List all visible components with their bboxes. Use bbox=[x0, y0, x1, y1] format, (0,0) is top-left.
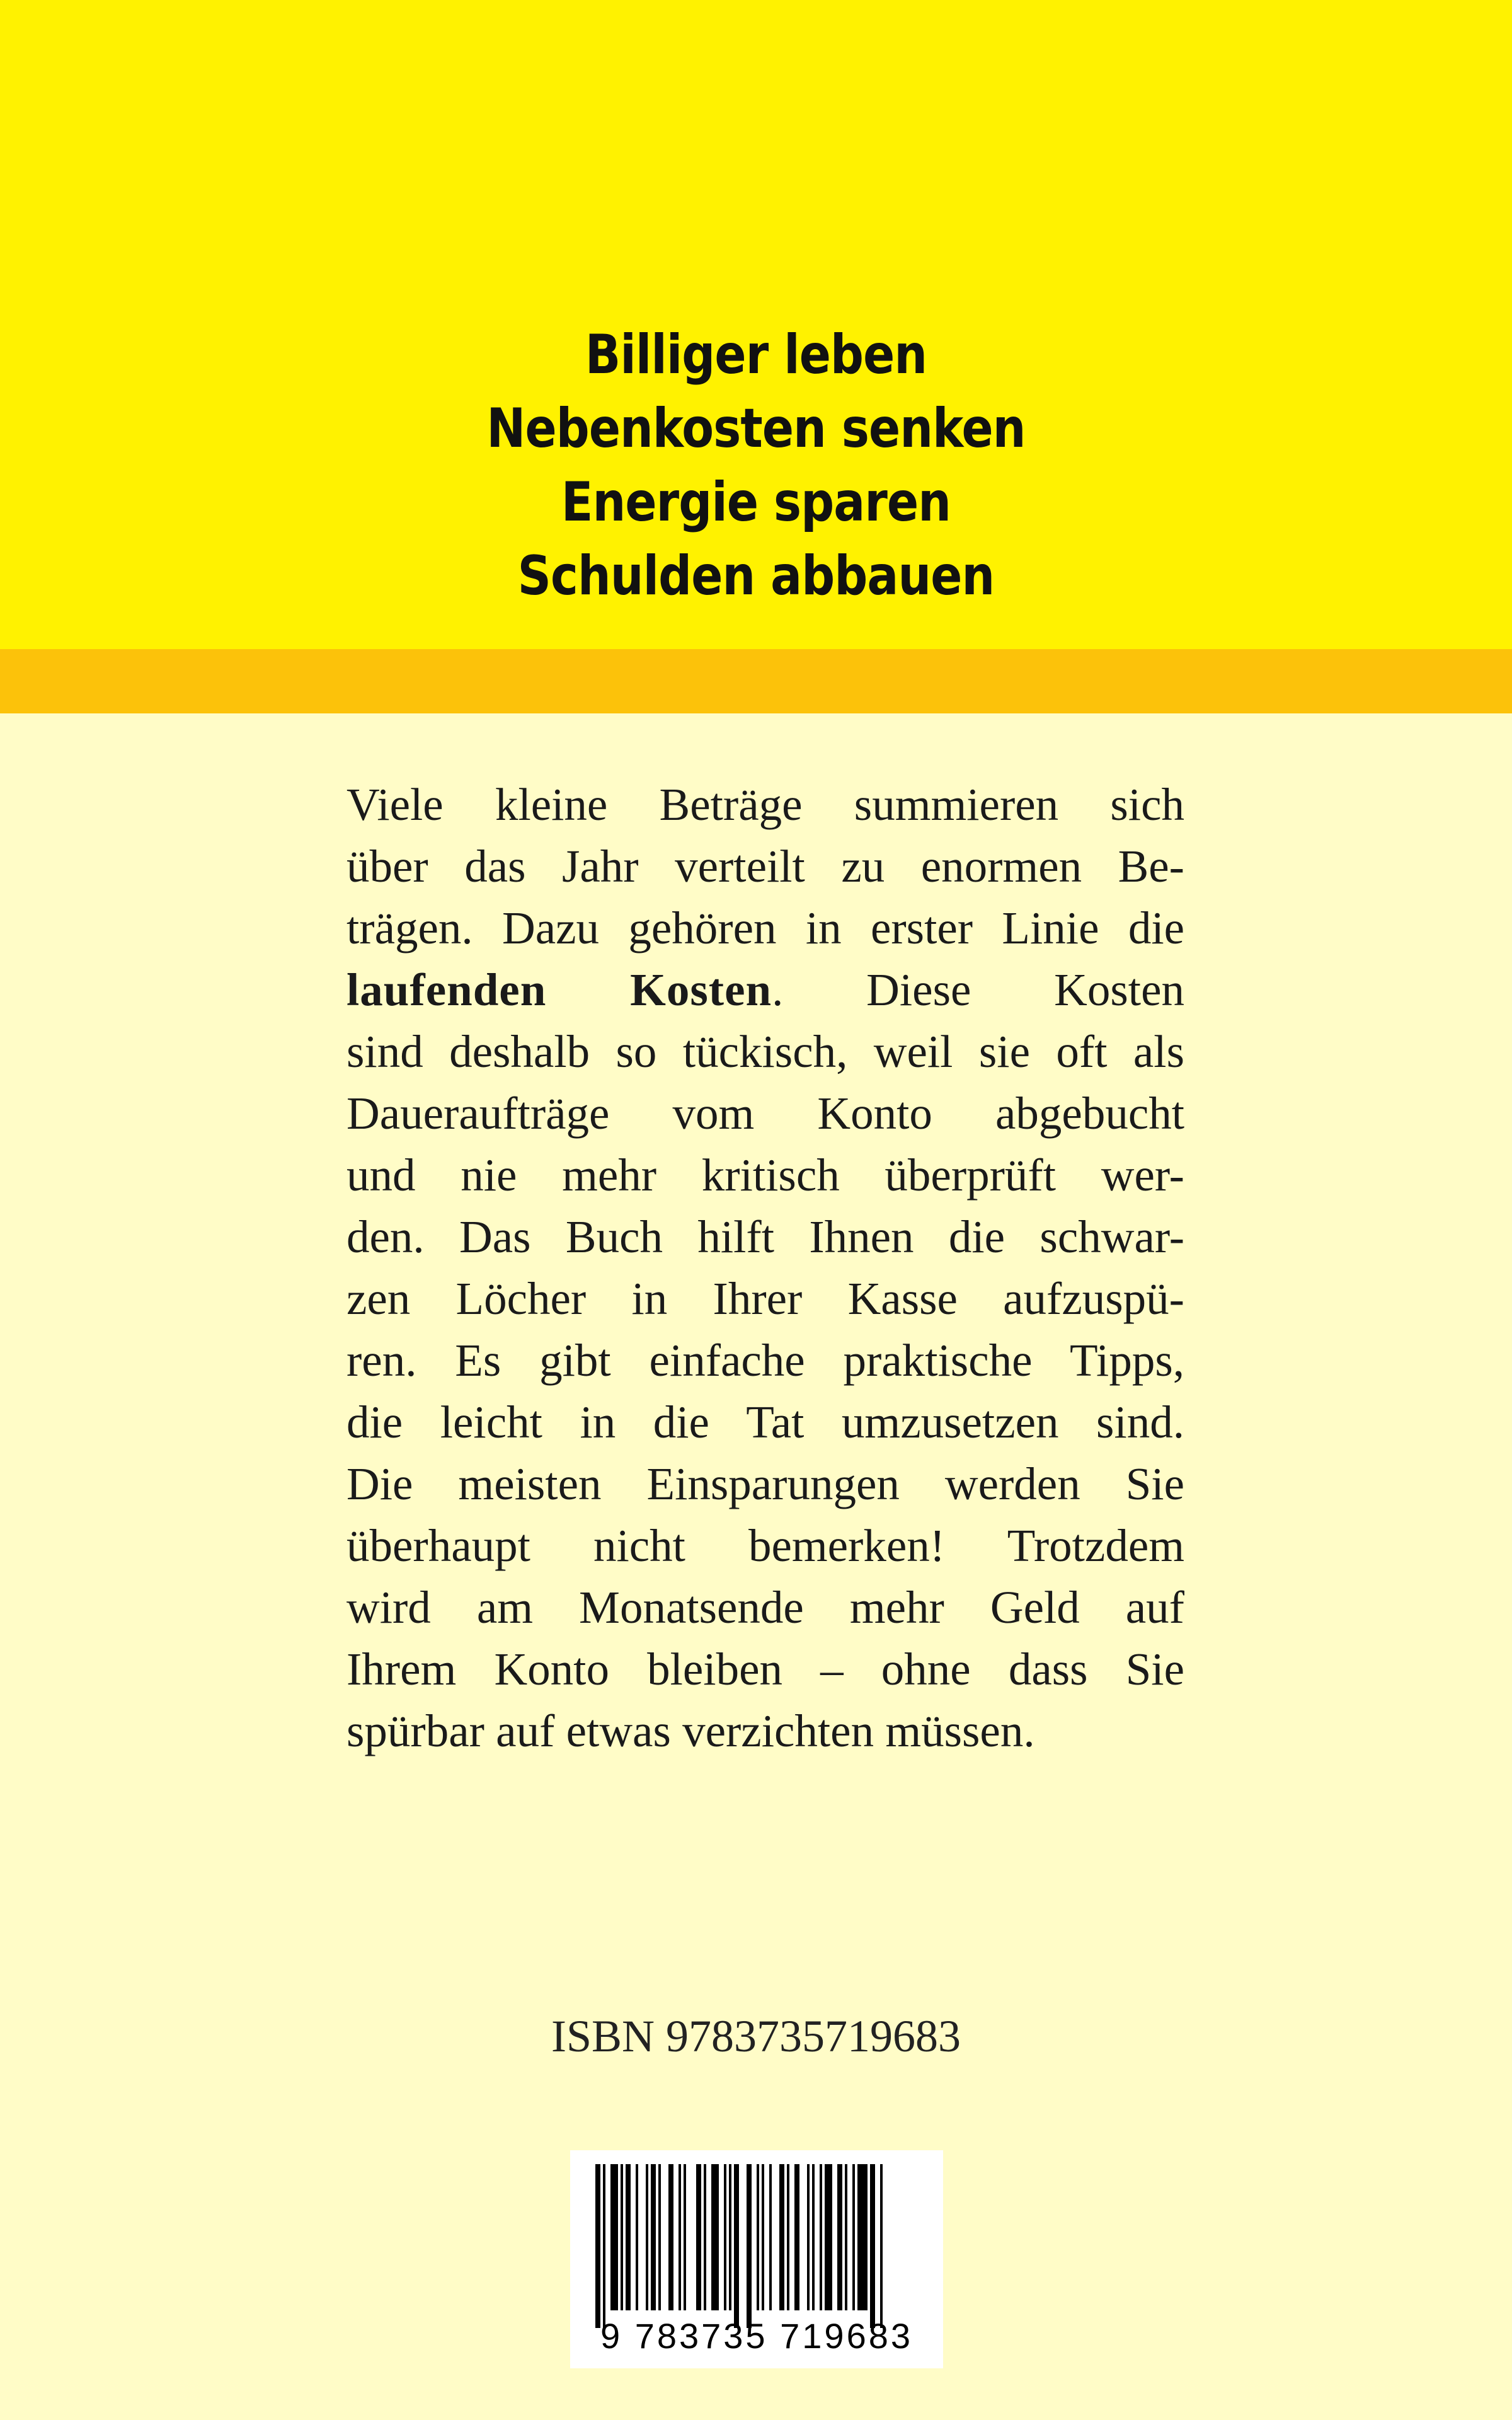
barcode bbox=[570, 2150, 943, 2368]
blurb-line: und nie mehr kritisch überprüft wer- bbox=[346, 1150, 1184, 1201]
barcode-bar bbox=[729, 2164, 731, 2310]
barcode-bar bbox=[870, 2164, 875, 2328]
barcode-bar bbox=[845, 2164, 847, 2310]
barcode-bar bbox=[837, 2164, 842, 2310]
headline-list bbox=[0, 318, 1512, 613]
headline-1: Billiger leben bbox=[585, 323, 927, 386]
blurb-line: überhaupt nicht bemerken! Trotzdem bbox=[346, 1520, 1184, 1571]
blurb-line: ren. Es gibt einfache praktische Tipps, bbox=[346, 1335, 1184, 1386]
barcode-bar bbox=[812, 2164, 815, 2310]
barcode-bar bbox=[734, 2164, 739, 2328]
blurb-line: Viele kleine Beträge summieren sich bbox=[346, 779, 1184, 830]
bold-phrase: laufenden Kosten bbox=[346, 964, 772, 1015]
blurb-line: trägen. Dazu gehören in erster Linie die bbox=[346, 902, 1184, 954]
barcode-bar bbox=[762, 2164, 764, 2310]
blurb-line: sind deshalb so tückisch, weil sie oft als bbox=[346, 1026, 1184, 1077]
barcode-bar bbox=[679, 2164, 681, 2310]
barcode-bar bbox=[787, 2164, 789, 2310]
barcode-bar bbox=[747, 2164, 752, 2328]
barcode-bar bbox=[825, 2164, 832, 2310]
barcode-bar bbox=[595, 2164, 600, 2328]
barcode-bar bbox=[852, 2164, 855, 2310]
barcode-bar bbox=[684, 2164, 686, 2310]
barcode-bar bbox=[626, 2164, 631, 2310]
barcode-bar bbox=[651, 2164, 656, 2310]
barcode-bar bbox=[696, 2164, 701, 2310]
blurb-line: Ihrem Konto bleiben – ohne dass Sie bbox=[346, 1644, 1184, 1695]
barcode-bar bbox=[603, 2164, 605, 2328]
barcode-bar bbox=[820, 2164, 822, 2310]
blurb-line: zen Löcher in Ihrer Kasse aufzuspü- bbox=[346, 1273, 1184, 1324]
barcode-bar bbox=[794, 2164, 799, 2310]
barcode-bar bbox=[711, 2164, 719, 2310]
blurb-line: über das Jahr verteilt zu enormen Be- bbox=[346, 841, 1184, 892]
barcode-bar bbox=[658, 2164, 661, 2310]
barcode-bar bbox=[668, 2164, 673, 2310]
blurb-line: die leicht in die Tat umzusetzen sind. bbox=[346, 1397, 1184, 1448]
blurb-line: den. Das Buch hilft Ihnen die schwar- bbox=[346, 1211, 1184, 1262]
blurb-line: Daueraufträge vom Konto abgebucht bbox=[346, 1088, 1184, 1139]
barcode-bar bbox=[807, 2164, 810, 2310]
barcode-bar bbox=[724, 2164, 726, 2310]
barcode-bar bbox=[779, 2164, 784, 2310]
blurb-line: wird am Monatsende mehr Geld auf bbox=[346, 1582, 1184, 1633]
barcode-bar bbox=[636, 2164, 638, 2310]
blurb-text bbox=[346, 774, 1184, 1762]
barcode-bar bbox=[704, 2164, 706, 2310]
blurb-line-rest: . Diese Kosten bbox=[772, 964, 1184, 1015]
blurb-line-emphasis bbox=[346, 959, 1184, 1021]
barcode-bar bbox=[621, 2164, 623, 2310]
barcode-bar bbox=[646, 2164, 648, 2310]
headline-4: Schulden abbauen bbox=[517, 544, 995, 608]
barcode-bar bbox=[757, 2164, 759, 2310]
barcode-bar bbox=[610, 2164, 618, 2310]
headline-2: Nebenkosten senken bbox=[486, 397, 1026, 460]
barcode-digits: 9 783735 719683 bbox=[600, 2316, 913, 2356]
headline-3: Energie sparen bbox=[561, 471, 951, 534]
barcode-bar bbox=[769, 2164, 772, 2310]
blurb-line: spürbar auf etwas verzichten müssen. bbox=[346, 1705, 1035, 1756]
barcode-bar bbox=[880, 2164, 883, 2328]
barcode-bar bbox=[857, 2164, 868, 2310]
orange-divider-stripe bbox=[0, 649, 1512, 713]
blurb-line: Die meisten Einsparungen werden Sie bbox=[346, 1458, 1184, 1509]
isbn-label: ISBN 9783735719683 bbox=[551, 2011, 961, 2061]
